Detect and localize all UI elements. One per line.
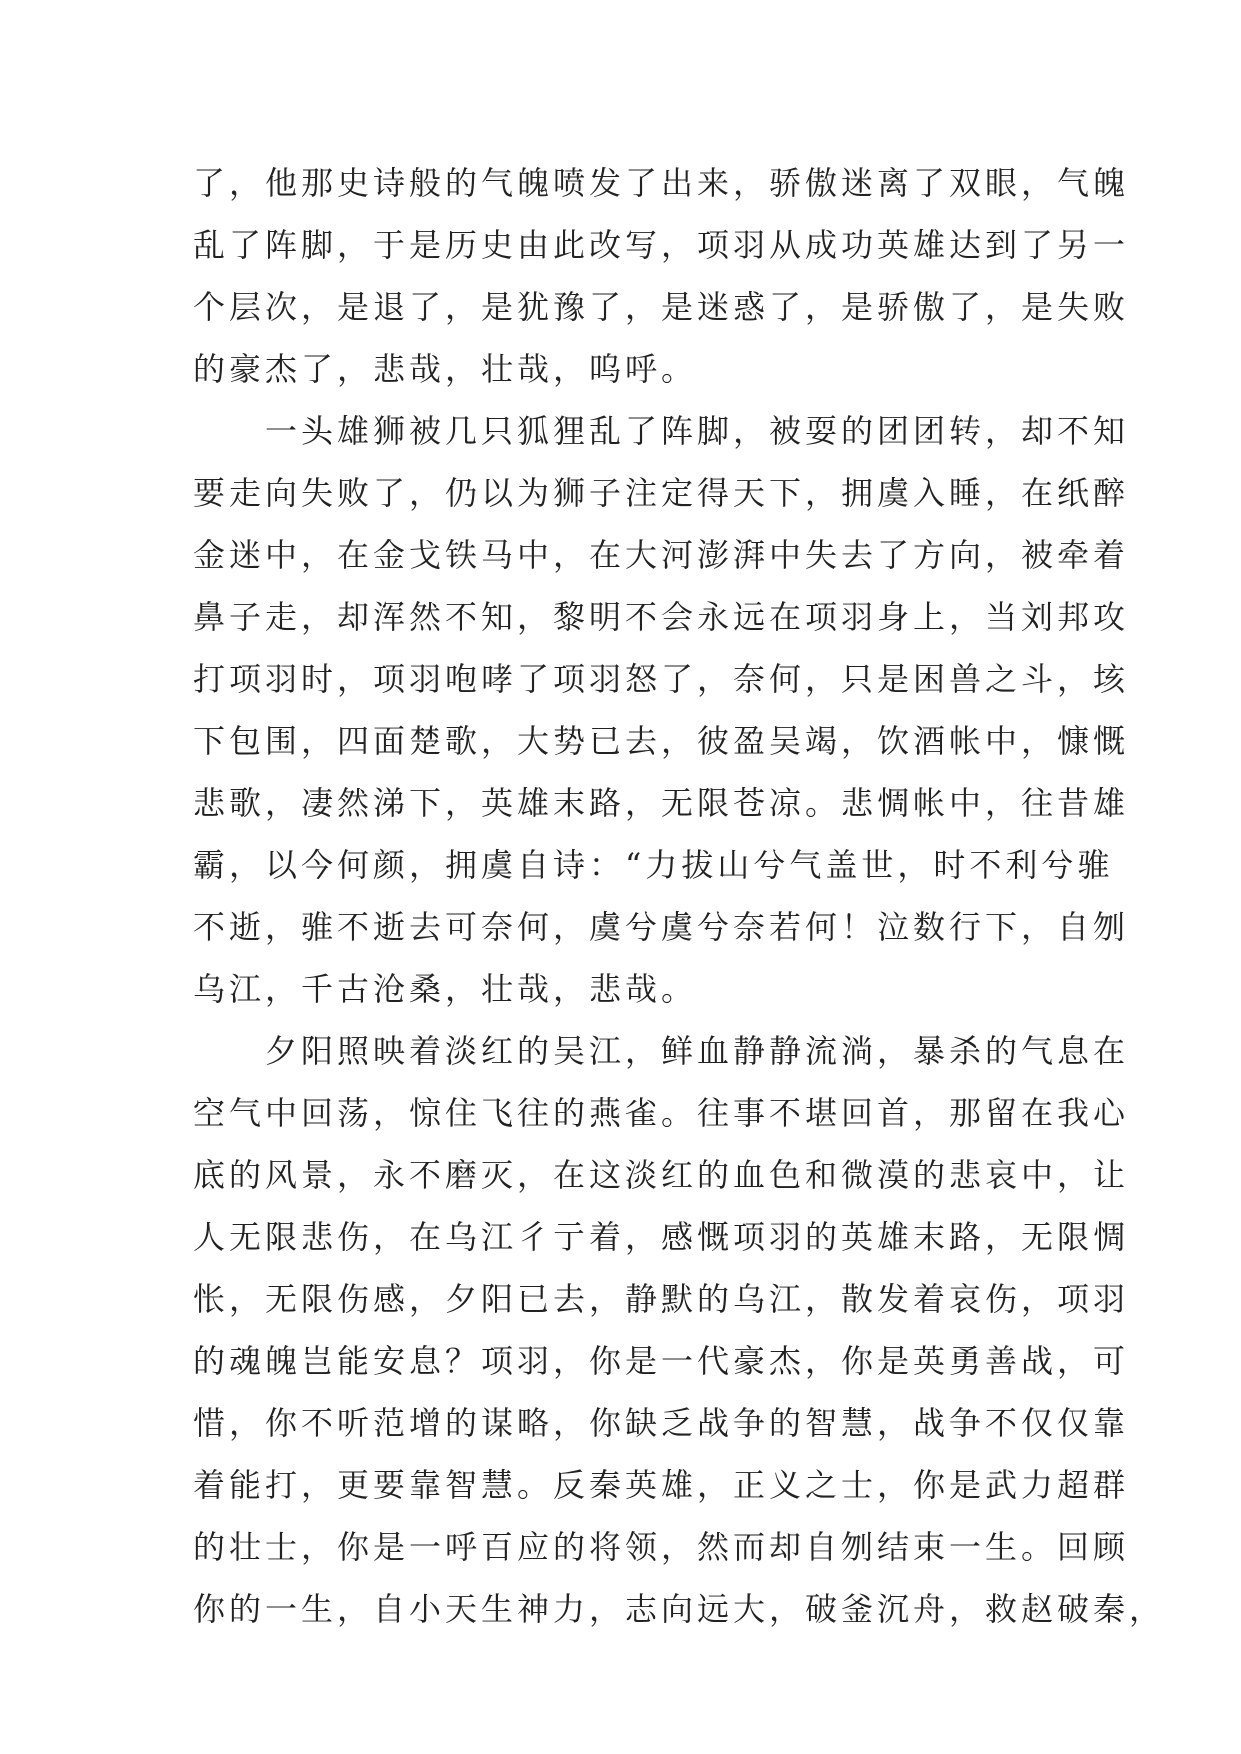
paragraph-2	[193, 400, 1130, 1020]
text-line: 夕阳照映着淡红的吴江，鲜血静静流淌，暴杀的气息在	[193, 1032, 1130, 1070]
text-line: 乱了阵脚，于是历史由此改写，项羽从成功英雄达到了另一	[193, 226, 1130, 264]
text-line: 着能打，更要靠智慧。反秦英雄，正义之士，你是武力超群	[193, 1466, 1130, 1504]
text-line: 的豪杰了，悲哉，壮哉，呜呼。	[193, 350, 698, 388]
text-line: 的壮士，你是一呼百应的将领，然而却自刎结束一生。回顾	[193, 1528, 1130, 1566]
text-line: 了，他那史诗般的气魄喷发了出来，骄傲迷离了双眼，气魄	[193, 164, 1130, 202]
text-line: 乌江，千古沧桑，壮哉，悲哉。	[193, 970, 698, 1008]
text-line: 底的风景，永不磨灭，在这淡红的血色和微漠的悲哀中，让	[193, 1156, 1130, 1194]
text-line: 打项羽时，项羽咆哮了项羽怒了，奈何，只是困兽之斗，垓	[193, 660, 1130, 698]
text-line: 怅，无限伤感，夕阳已去，静默的乌江，散发着哀伤，项羽	[193, 1280, 1130, 1318]
paragraph-1	[193, 152, 1130, 400]
text-line: 一头雄狮被几只狐狸乱了阵脚，被耍的团团转，却不知	[193, 412, 1130, 450]
text-line: 悲歌，凄然涕下，英雄末路，无限苍凉。悲惆帐中，往昔雄	[193, 784, 1130, 822]
paragraph-3	[193, 1020, 1166, 1640]
text-line: 空气中回荡，惊住飞往的燕雀。往事不堪回首，那留在我心	[193, 1094, 1130, 1132]
text-line: 要走向失败了，仍以为狮子注定得天下，拥虞入睡，在纸醉	[193, 474, 1130, 512]
text-line: 下包围，四面楚歌，大势已去，彼盈吴竭，饮酒帐中，慷慨	[193, 722, 1130, 760]
text-line: 不逝，骓不逝去可奈何，虞兮虞兮奈若何！泣数行下，自刎	[193, 908, 1130, 946]
document-body	[193, 152, 1166, 1640]
text-line: 惜，你不听范增的谋略，你缺乏战争的智慧，战争不仅仅靠	[193, 1404, 1130, 1442]
text-line: 个层次，是退了，是犹豫了，是迷惑了，是骄傲了，是失败	[193, 288, 1130, 326]
text-line: 霸，以今何颜，拥虞自诗：“力拔山兮气盖世，时不利兮骓	[193, 846, 1114, 884]
text-line: 你的一生，自小天生神力，志向远大，破釜沉舟，救赵破秦，	[193, 1590, 1166, 1628]
text-line: 的魂魄岂能安息？项羽，你是一代豪杰，你是英勇善战，可	[193, 1342, 1130, 1380]
text-line: 人无限悲伤，在乌江彳亍着，感慨项羽的英雄末路，无限惆	[193, 1218, 1130, 1256]
text-line: 金迷中，在金戈铁马中，在大河澎湃中失去了方向，被牵着	[193, 536, 1130, 574]
text-line: 鼻子走，却浑然不知，黎明不会永远在项羽身上，当刘邦攻	[193, 598, 1130, 636]
